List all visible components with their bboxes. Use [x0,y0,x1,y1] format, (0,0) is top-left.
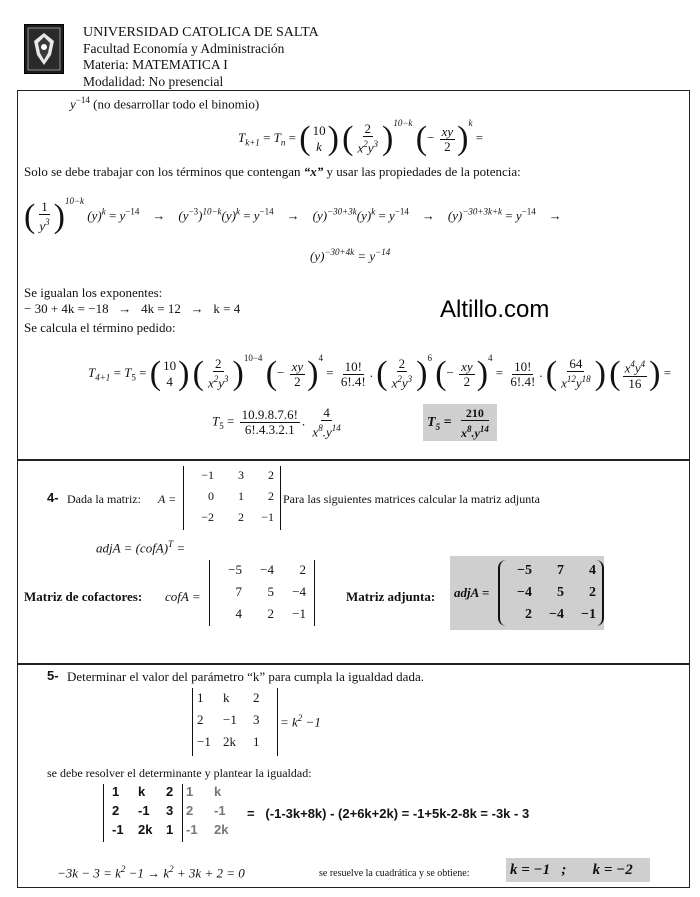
resolve-text: se debe resolver el determinante y plantear la igualdad: [47,766,312,780]
final-note: se resuelve la cuadrática y se obtiene: [319,868,470,879]
general-term-formula: $T_{k+1} = T_n$ = ( 10 k ) ( $\frac{2}{x^2y^3}$ )$^{10-k}$ (− $\frac{xy}{2}$ )$^k$ = [238,118,484,158]
power-chain-2: $(y)^{-30+4k} = y^{-14}$ [310,247,391,264]
power-chain-1: ( $\frac{1}{y^3}$ )$^{10-k}$ $(y)^k = y^{-14}$ → $(y^{-3})^{10-k}(y)^k = y^{-14}$ → $(y)^{-30+3k}(y)^k = y^{-14}$ → $(y)^{-30+3k+k} = y^{-14}$ → [24,196,562,236]
matrix-cell: −2 [201,510,214,524]
det-rhs: = $k^2 -1$ [280,713,321,730]
matrix-cell: 2 [197,712,204,727]
matrix-cell: -1 [214,803,226,818]
sarrus-main [103,784,183,842]
matrix-cell: 2 [166,784,174,799]
matrix-cell: 1 [166,822,174,837]
matrix-cell: 2 [268,489,274,503]
matrix-cell: −4 [517,585,532,600]
matrix-cell: 1 [197,690,204,705]
k-equation: − 30 + 4k = −18 → 4k = 12 → k = 4 [24,301,241,316]
matrix-cell: -1 [138,803,150,818]
final-equation: $-3k - 3 = k^2 -1 \to k^2 + 3k + 2 = 0$ [57,864,245,881]
dada-matriz-label: Dada la matriz: [67,492,141,506]
matrix-cell: k [223,690,230,705]
matrix-cell: −1 [581,607,596,622]
adj-formula: adjA = (cofA)$^T$ = [96,539,186,556]
cofactor-matrix [209,560,315,626]
watermark: Altillo.com [440,296,550,323]
subject-name: Materia: MATEMATICA I [83,57,228,72]
matrix-cell: 1 [253,734,260,749]
university-logo [24,24,64,74]
adjunta-title: Matriz adjunta: [346,589,436,604]
matrix-a-label: A = [158,492,177,506]
t5-expansion: $T_{4+1} = T_5$ = ( 10 4 ) ( $\frac{2}{x^2y^3}$ )$^{10-4}$ (− $\frac{xy}{2}$ )$^4$ = $\frac{10!}{6!.4!}$ . ( $\frac{2}{x^2y^3}$ )$^6$ (− $\frac{xy}{2}$ )$^4$ = $\frac{10!}{6!.4!}$ . ( $\frac{64}{x^{12}y^{18}}$ ) ( $\frac{x^4y^4}{16}$ ) = [88,353,672,393]
matrix-cell: 1 [112,784,120,799]
cofactor-title: Matriz de cofactores: [24,589,143,604]
matrix-cell: −4 [292,584,306,599]
matrix-cell: −5 [228,562,242,577]
faculty-name: Facultad Economía y Administración [83,41,285,56]
matrix-cell: −1 [197,734,211,749]
matrix-cell: 3 [238,468,244,482]
igualan-text: Se igualan los exponentes: [24,285,163,300]
matrix-cell: 4 [589,563,596,578]
matrix-cell: 2 [112,803,120,818]
exercise-5-statement: Determinar el valor del parámetro “k” para cumpla la igualdad dada. [67,669,424,684]
matrix-cell: 2 [267,606,274,621]
matrix-cell: 3 [253,712,260,727]
sarrus-extra [186,784,246,842]
matrix-cell: 0 [208,489,214,503]
matrix-cell: -1 [112,822,124,837]
exercise-4-number: 4- [47,490,59,505]
matrix-cell: 5 [557,585,564,600]
modality: Modalidad: No presencial [83,74,224,89]
matrix-cell: −5 [517,563,532,578]
matrix-cell: 2k [214,822,229,837]
matrix-cell: 1 [186,784,194,799]
matrix-cell: −4 [260,562,274,577]
matrix-cell: 4 [235,606,242,621]
matrix-cell: 2 [253,690,260,705]
determinant [192,688,278,756]
university-name: UNIVERSIDAD CATOLICA DE SALTA [83,25,319,40]
matrix-cell: k [138,784,146,799]
matrix-cell: 2k [138,822,153,837]
instruction-text: Para las siguientes matrices calcular la matriz adjunta [283,492,540,506]
matrix-cell: 2 [589,585,596,600]
matrix-cell: −1 [292,606,306,621]
matrix-a [183,466,281,530]
solo-line: Solo se debe trabajar con los términos que contengan “x” y usar las propiedades de la potencia: [24,164,521,179]
matrix-cell: k [214,784,222,799]
adjunta-result: adjA = −5 7 4 −4 5 2 2 −4 −1 [450,556,604,630]
matrix-cell: 2 [525,607,532,622]
matrix-cell: 2 [268,468,274,482]
matrix-cell: −1 [201,468,214,482]
matrix-cell: −1 [261,510,274,524]
matrix-cell: 2 [186,803,194,818]
t5-result: $T_5$ = 210 $x^8.y^{14}$ [423,404,497,441]
matrix-cell: 7 [557,563,564,578]
matrix-cell: 2k [223,734,236,749]
matrix-cell: 2 [299,562,306,577]
matrix-cell: 7 [235,584,242,599]
matrix-cell: −4 [549,607,564,622]
sarrus-result: = (-1-3k+8k) - (2+6k+2k) = -1+5k-2-8k = -3k - 3 [247,806,530,821]
matrix-cell: 3 [166,803,174,818]
matrix-cell: 2 [238,510,244,524]
exercise-5-number: 5- [47,668,59,683]
calcula-text: Se calcula el término pedido: [24,320,176,335]
matrix-cell: 5 [267,584,274,599]
matrix-cell: −1 [223,712,237,727]
matrix-cell: -1 [186,822,198,837]
final-result: k = −1 ; k = −2 [506,858,650,882]
cofactor-label: cofA = [165,589,201,604]
matrix-cell: 1 [238,489,244,503]
intro-line: $y^{-14}$ (no desarrollar todo el binomio) [70,95,260,112]
t5-simplified: $T_5$ = $\frac{10.9.8.7.6!}{6!.4.3.2.1}$ . $\frac{4}{x^8.y^{14}}$ [212,405,341,440]
